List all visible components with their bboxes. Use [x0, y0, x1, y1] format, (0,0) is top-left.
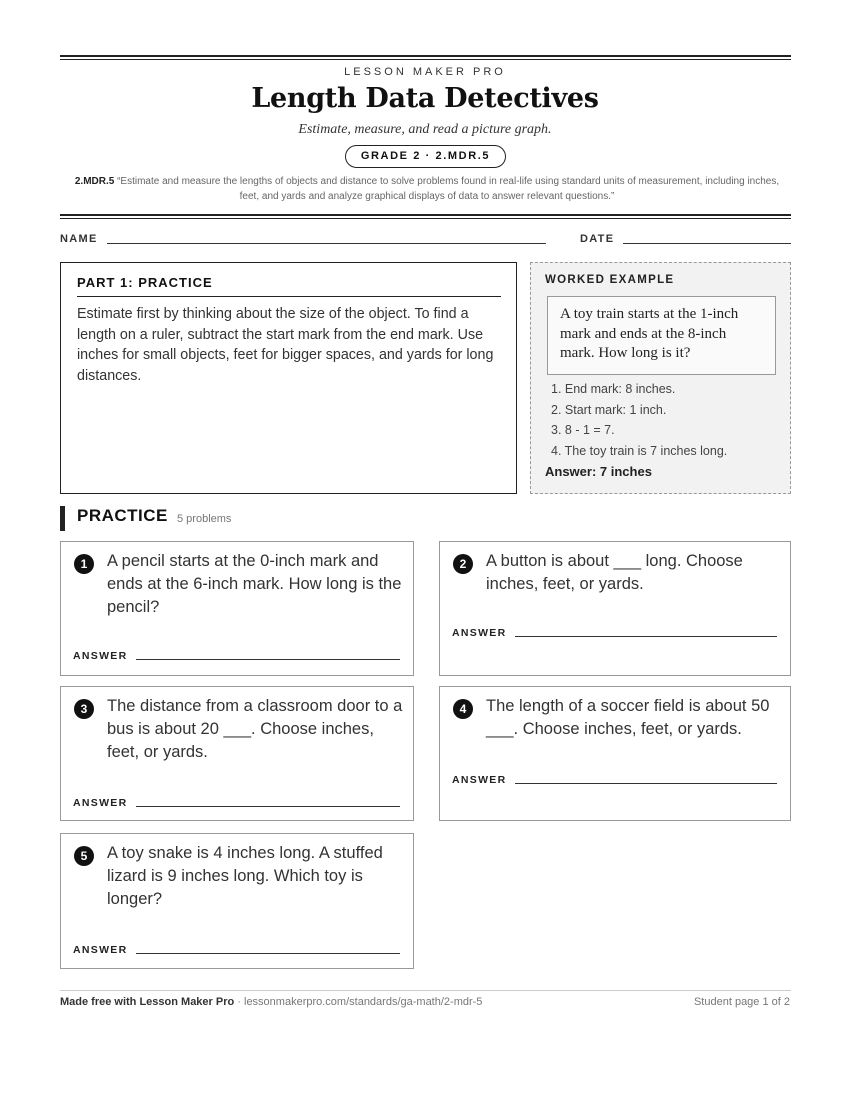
- question-card-2: [439, 541, 791, 676]
- part1-instructions: Estimate first by thinking about the size of the object. To find a length on a ruler, subtract the start mark from the end mark. Use inches for small objects, feet for bigger spaces, and yards for long distances.: [77, 306, 494, 385]
- question-text: A toy snake is 4 inches long. A stuffed lizard is 9 inches long. Which toy is longer?: [107, 844, 383, 908]
- question-card-5: [60, 833, 414, 969]
- worked-example-title: WORKED EXAMPLE: [545, 274, 675, 286]
- footer-made-with: Made free with Lesson Maker Pro: [60, 996, 235, 1008]
- date-label: DATE: [580, 233, 615, 245]
- page-subtitle: Estimate, measure, and read a picture graph.: [298, 122, 552, 137]
- step-item: 3. 8 - 1 = 7.: [551, 423, 615, 437]
- answer-field[interactable]: [136, 953, 400, 954]
- name-field[interactable]: [107, 243, 546, 244]
- footer-url[interactable]: · lessonmakerpro.com/standards/ga-math/2-mdr-5: [234, 996, 483, 1008]
- question-number-badge: 2: [453, 554, 473, 574]
- step-item: 1. End mark: 8 inches.: [551, 382, 676, 396]
- part1-title: PART 1: PRACTICE: [77, 275, 213, 290]
- part1-rule: [77, 296, 501, 297]
- answer-field[interactable]: [136, 659, 400, 660]
- answer-field[interactable]: [136, 806, 400, 807]
- date-field[interactable]: [623, 243, 791, 244]
- answer-label: ANSWER: [73, 944, 128, 956]
- answer-label: ANSWER: [73, 650, 128, 662]
- question-number-badge: 4: [453, 699, 473, 719]
- practice-count: 5 problems: [177, 513, 232, 525]
- standard-text: “Estimate and measure the lengths of objects and distance to solve problems found in real-life using standard units of measurement, including inches, feet, and yards and analyze graphical displays of data to answer relevant questions.”: [117, 176, 780, 202]
- question-number-badge: 1: [74, 554, 94, 574]
- answer-label: ANSWER: [73, 797, 128, 809]
- part1-panel: [60, 262, 517, 494]
- brand-name: LESSON MAKER PRO: [344, 66, 506, 78]
- footer-rule: [60, 990, 791, 991]
- worked-example-panel: [530, 262, 791, 494]
- question-card-1: [60, 541, 414, 676]
- question-text: The distance from a classroom door to a bus is about 20 ___. Choose inches, feet, or yards.: [107, 697, 403, 761]
- step-item: 2. Start mark: 1 inch.: [551, 402, 667, 417]
- page-title: Length Data Detectives: [251, 83, 599, 114]
- question-text: A button is about ___ long. Choose inches, feet, or yards.: [486, 552, 743, 593]
- worked-example-problem: A toy train starts at the 1-inch mark and ends at the 8-inch mark. How long is it?: [547, 296, 776, 375]
- practice-heading: PRACTICE: [77, 506, 168, 525]
- question-number-badge: 5: [74, 846, 94, 866]
- standard-code: 2.MDR.5: [74, 176, 115, 187]
- grade-badge: GRADE 2 · 2.MDR.5: [345, 145, 506, 168]
- step-item: 4. The toy train is 7 inches long.: [551, 443, 728, 458]
- question-text: The length of a soccer field is about 50 ___. Choose inches, feet, or yards.: [486, 697, 770, 738]
- question-card-4: [439, 686, 791, 821]
- header-divider: [60, 214, 791, 219]
- practice-accent-bar: [60, 506, 65, 531]
- standard-description: [64, 174, 790, 204]
- top-rule: [60, 55, 791, 60]
- footer-credit: [60, 996, 482, 1008]
- name-label: NAME: [60, 233, 98, 245]
- question-text: A pencil starts at the 0-inch mark and ends at the 6-inch mark. How long is the pencil?: [107, 552, 402, 616]
- answer-field[interactable]: [515, 636, 777, 637]
- answer-label: ANSWER: [452, 774, 507, 786]
- question-card-3: [60, 686, 414, 821]
- page-number: Student page 1 of 2: [693, 996, 790, 1008]
- worked-example-answer: Answer: 7 inches: [545, 464, 652, 479]
- question-number-badge: 3: [74, 699, 94, 719]
- answer-label: ANSWER: [452, 627, 507, 639]
- answer-field[interactable]: [515, 783, 777, 784]
- worked-example-steps: [551, 379, 727, 461]
